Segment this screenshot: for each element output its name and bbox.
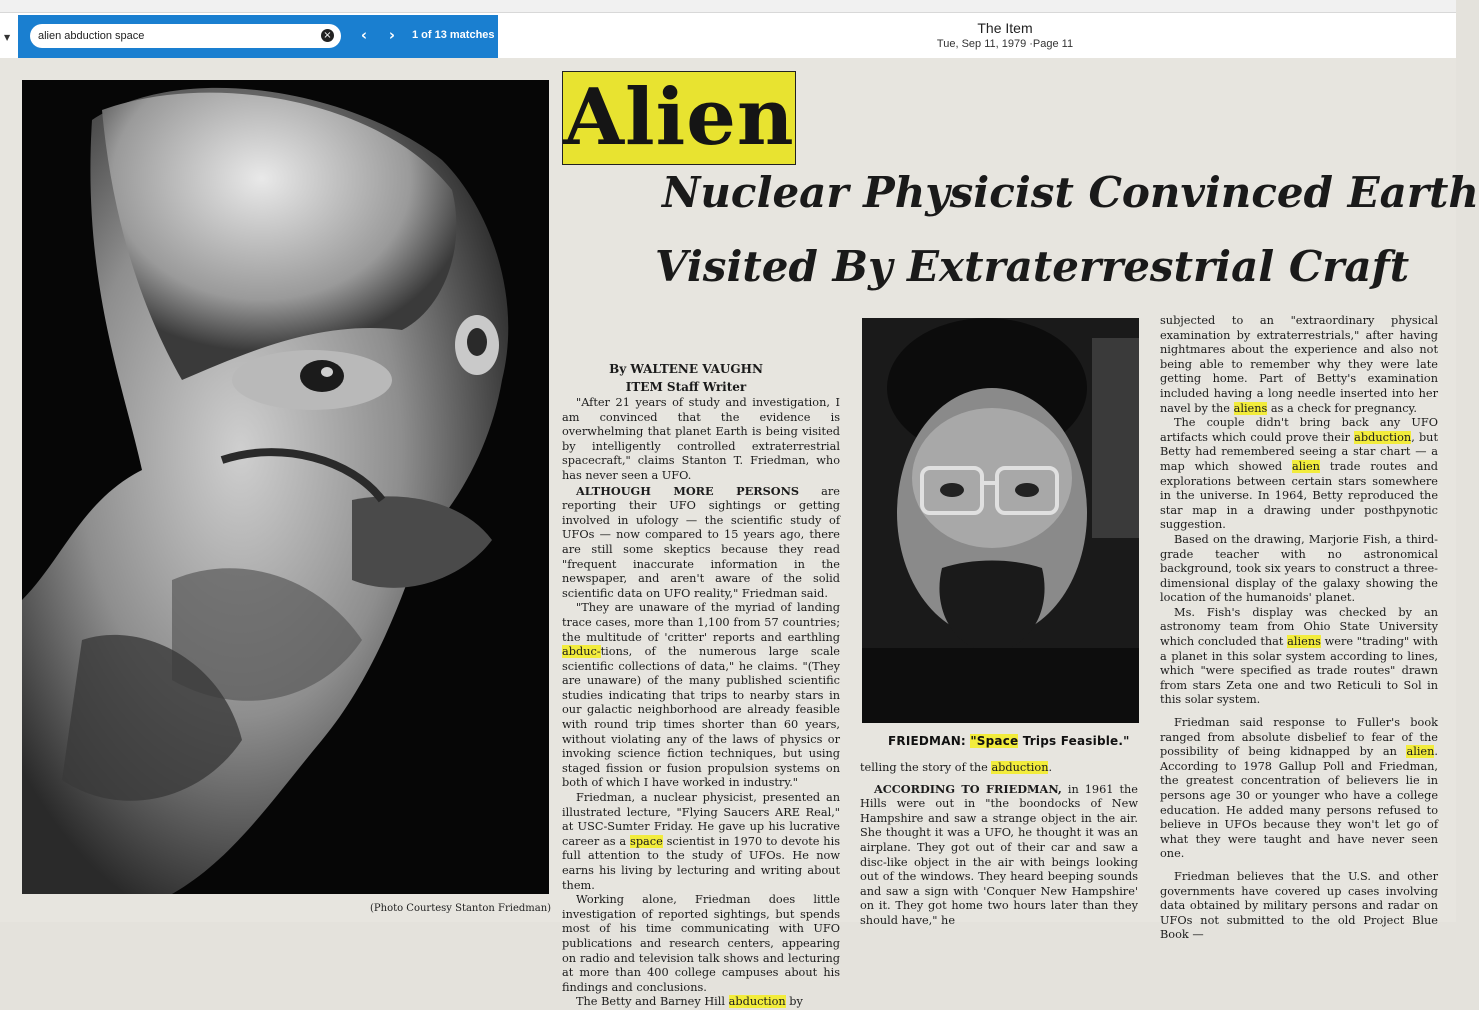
article-column-1 xyxy=(562,360,840,1010)
match-count: 1 of 13 matches xyxy=(412,29,495,41)
caret-down-icon[interactable]: ▼ xyxy=(4,33,11,42)
paragraph: "After 21 years of study and investigation, I am convinced that the evidence is overwhelming that planet Earth is being visited by intelligently controlled extraterrestrial spacecraft," claims Stanton T. Friedman, who has never seen a UFO. xyxy=(562,396,840,482)
paragraph-text: are reporting their UFO sightings or getting involved in ufology — the scientific study of UFOs — now compared to 15 years ago, there are still some skeptics because they read "frequent inaccurate information in the newspaper, and aren't aware of the solid scientific data on UFO reality," Friedman said. xyxy=(562,484,840,600)
paragraph-text: were "trading" with a planet in this solar system according to lines, which "were specified as trade routes" drawn from stars Zeta one and two Reticuli to Sol in this solar system. xyxy=(1160,635,1439,707)
next-match-button[interactable]: › xyxy=(388,26,396,44)
subheadline-line-1: Nuclear Physicist Convinced Earth xyxy=(662,168,1479,217)
paragraph-text: telling the story of the xyxy=(860,761,992,774)
paragraph xyxy=(1160,416,1438,533)
newspaper-page[interactable] xyxy=(0,58,1479,1009)
search-highlight: aliens xyxy=(1287,635,1321,649)
paragraph-text: Friedman said response to Fuller's book ranged from absolute disbelief to fear of the possibility of being kidnapped by an xyxy=(1160,716,1438,759)
paragraph-text: . xyxy=(1048,761,1053,774)
paragraph: Based on the drawing, Marjorie Fish, a third-grade teacher with no astronomical background, took six years to construct a three-dimensional display of the galaxy showing the location of the humanoids' planet. xyxy=(1160,532,1438,605)
paragraph xyxy=(562,601,840,791)
paragraph-text: The couple didn't bring back any UFO artifacts which could prove their xyxy=(1160,416,1438,444)
paragraph xyxy=(1160,606,1438,708)
search-input[interactable] xyxy=(38,26,318,46)
caption-text: FRIEDMAN: xyxy=(888,734,971,748)
paragraph-text: , but Betty had remembered seeing a star chart — a map which showed xyxy=(1160,430,1438,473)
paragraph-text: Ms. Fish's display was checked by an astronomy team from Ohio State University which concluded that xyxy=(1160,605,1438,649)
friedman-photo-image xyxy=(862,318,1139,723)
photo-caption xyxy=(888,734,1130,748)
paragraph xyxy=(1160,314,1438,416)
caption-text: Trips Feasible." xyxy=(1018,734,1130,748)
friedman-photo xyxy=(862,318,1139,723)
byline-role: ITEM Staff Writer xyxy=(625,380,747,394)
paragraph: Friedman believes that the U.S. and other governments have covered up cases involving data obtained by military persons and radar on UFOs not submitted to the old Project Blue Book — xyxy=(1160,869,1438,942)
paragraph-text: trade routes and explorations between certain stars somewhere in the universe. In 1964, Betty reproduced the star map in a drawing under posthpynotic suggestion. xyxy=(1160,459,1438,532)
search-highlight: abduction xyxy=(991,761,1049,774)
paragraph-text: subjected to an "extraordinary physical examination by extraterrestrials," after having nightmares about the experience and also not being able to remember why they were late getting home. Part of Betty's examination included having a long needle inserted into her navel by the xyxy=(1160,314,1438,415)
paragraph xyxy=(562,995,840,1010)
paragraph xyxy=(860,761,1138,776)
browser-strip xyxy=(0,0,1456,13)
paragraph-text: by xyxy=(785,995,803,1009)
search-highlight: abduc- xyxy=(562,645,601,659)
paragraph xyxy=(860,782,1138,929)
subheadline-line-2: Visited By Extraterrestrial Craft xyxy=(655,242,1410,291)
newspaper-date: Tue, Sep 11, 1979 ·Page 11 xyxy=(936,38,1074,50)
search-panel xyxy=(18,15,498,58)
alien-photo xyxy=(22,80,549,894)
search-box xyxy=(30,24,341,48)
byline: By WALTENE VAUGHN xyxy=(609,362,763,376)
paragraph-text: . According to 1978 Gallup Poll and Friedman, the greatest concentration of believers lie in persons age 30 or younger who have a college education. He added many persons refused to believe in UFOs because they won't let go of what they were taught and have never seen one. xyxy=(1160,745,1438,861)
paragraph-text: tions, of the numerous large scale scientific collections of data," he claims. "(They are unaware) of the many published scientific studies indicating that trips to nearby stars in our galactic neighborhood are already feasible with round trip times shorter than 60 years, without violating any of the laws of physics or invoking science fiction techniques, but using staged fission or fusion propulsion systems on both of which I have worked in industry." xyxy=(562,645,840,790)
paragraph: Working alone, Friedman does little investigation of reported sightings, but spends most of his time communicating with UFO publications and research centers, appearing on radio and television talk shows and lecturing at more than 400 college campuses about his findings and conclusions. xyxy=(562,893,840,994)
paragraph-text: in 1961 the Hills were out in "the boondocks of New Hampshire and saw a strange object in the air. She thought it was a UFO, he thought it was an airplane. They got out of their car and saw a disc-like object in the air with beings looking out of the windows. They heard beeping sounds and saw a sign with 'Conquer New Hampshire' on it. They got home two hours later than they should have," he xyxy=(860,782,1138,927)
search-highlight: space xyxy=(630,834,663,848)
headline-highlight xyxy=(562,71,796,165)
search-highlight: alien xyxy=(1406,745,1435,759)
article-column-2 xyxy=(860,761,1138,929)
search-highlight: aliens xyxy=(1233,401,1268,415)
search-highlight: abduction xyxy=(728,995,786,1009)
paragraph-text: The Betty and Barney Hill xyxy=(576,995,729,1009)
paragraph-lead: ACCORDING TO FRIEDMAN, xyxy=(874,781,1062,796)
headline: Alien xyxy=(563,72,795,163)
article-column-3 xyxy=(1160,314,1438,943)
paragraph-text: as a check for pregnancy. xyxy=(1267,401,1418,415)
search-highlight: abduction xyxy=(1354,430,1412,444)
alien-photo-image xyxy=(22,80,549,894)
paragraph xyxy=(562,484,840,602)
paragraph-text: Friedman, a nuclear physicist, presented an illustrated lecture, "Flying Saucers ARE Real," at USC-Sumter Friday. He gave up his lucrative career as a xyxy=(562,791,840,848)
paragraph xyxy=(1160,716,1438,862)
previous-match-button[interactable]: ‹ xyxy=(360,26,368,44)
paragraph-text: scientist in 1970 to devote his full attention to the study of UFOs. He now earns his living by lecturing and writing about them. xyxy=(562,834,840,892)
search-highlight: alien xyxy=(1292,459,1320,473)
newspaper-title: The Item xyxy=(977,20,1033,36)
clear-search-icon[interactable]: × xyxy=(321,29,334,42)
paragraph-text: "They are unaware of the myriad of landing trace cases, more than 1,100 from 57 countries; the multitude of 'critter' reports and earthling xyxy=(562,601,840,644)
photo-credit: (Photo Courtesy Stanton Friedman) xyxy=(370,903,552,914)
paragraph xyxy=(562,791,840,893)
viewer-toolbar xyxy=(0,0,1456,58)
search-highlight: "Space xyxy=(970,734,1019,748)
paragraph-lead: ALTHOUGH MORE PERSONS xyxy=(576,483,800,498)
